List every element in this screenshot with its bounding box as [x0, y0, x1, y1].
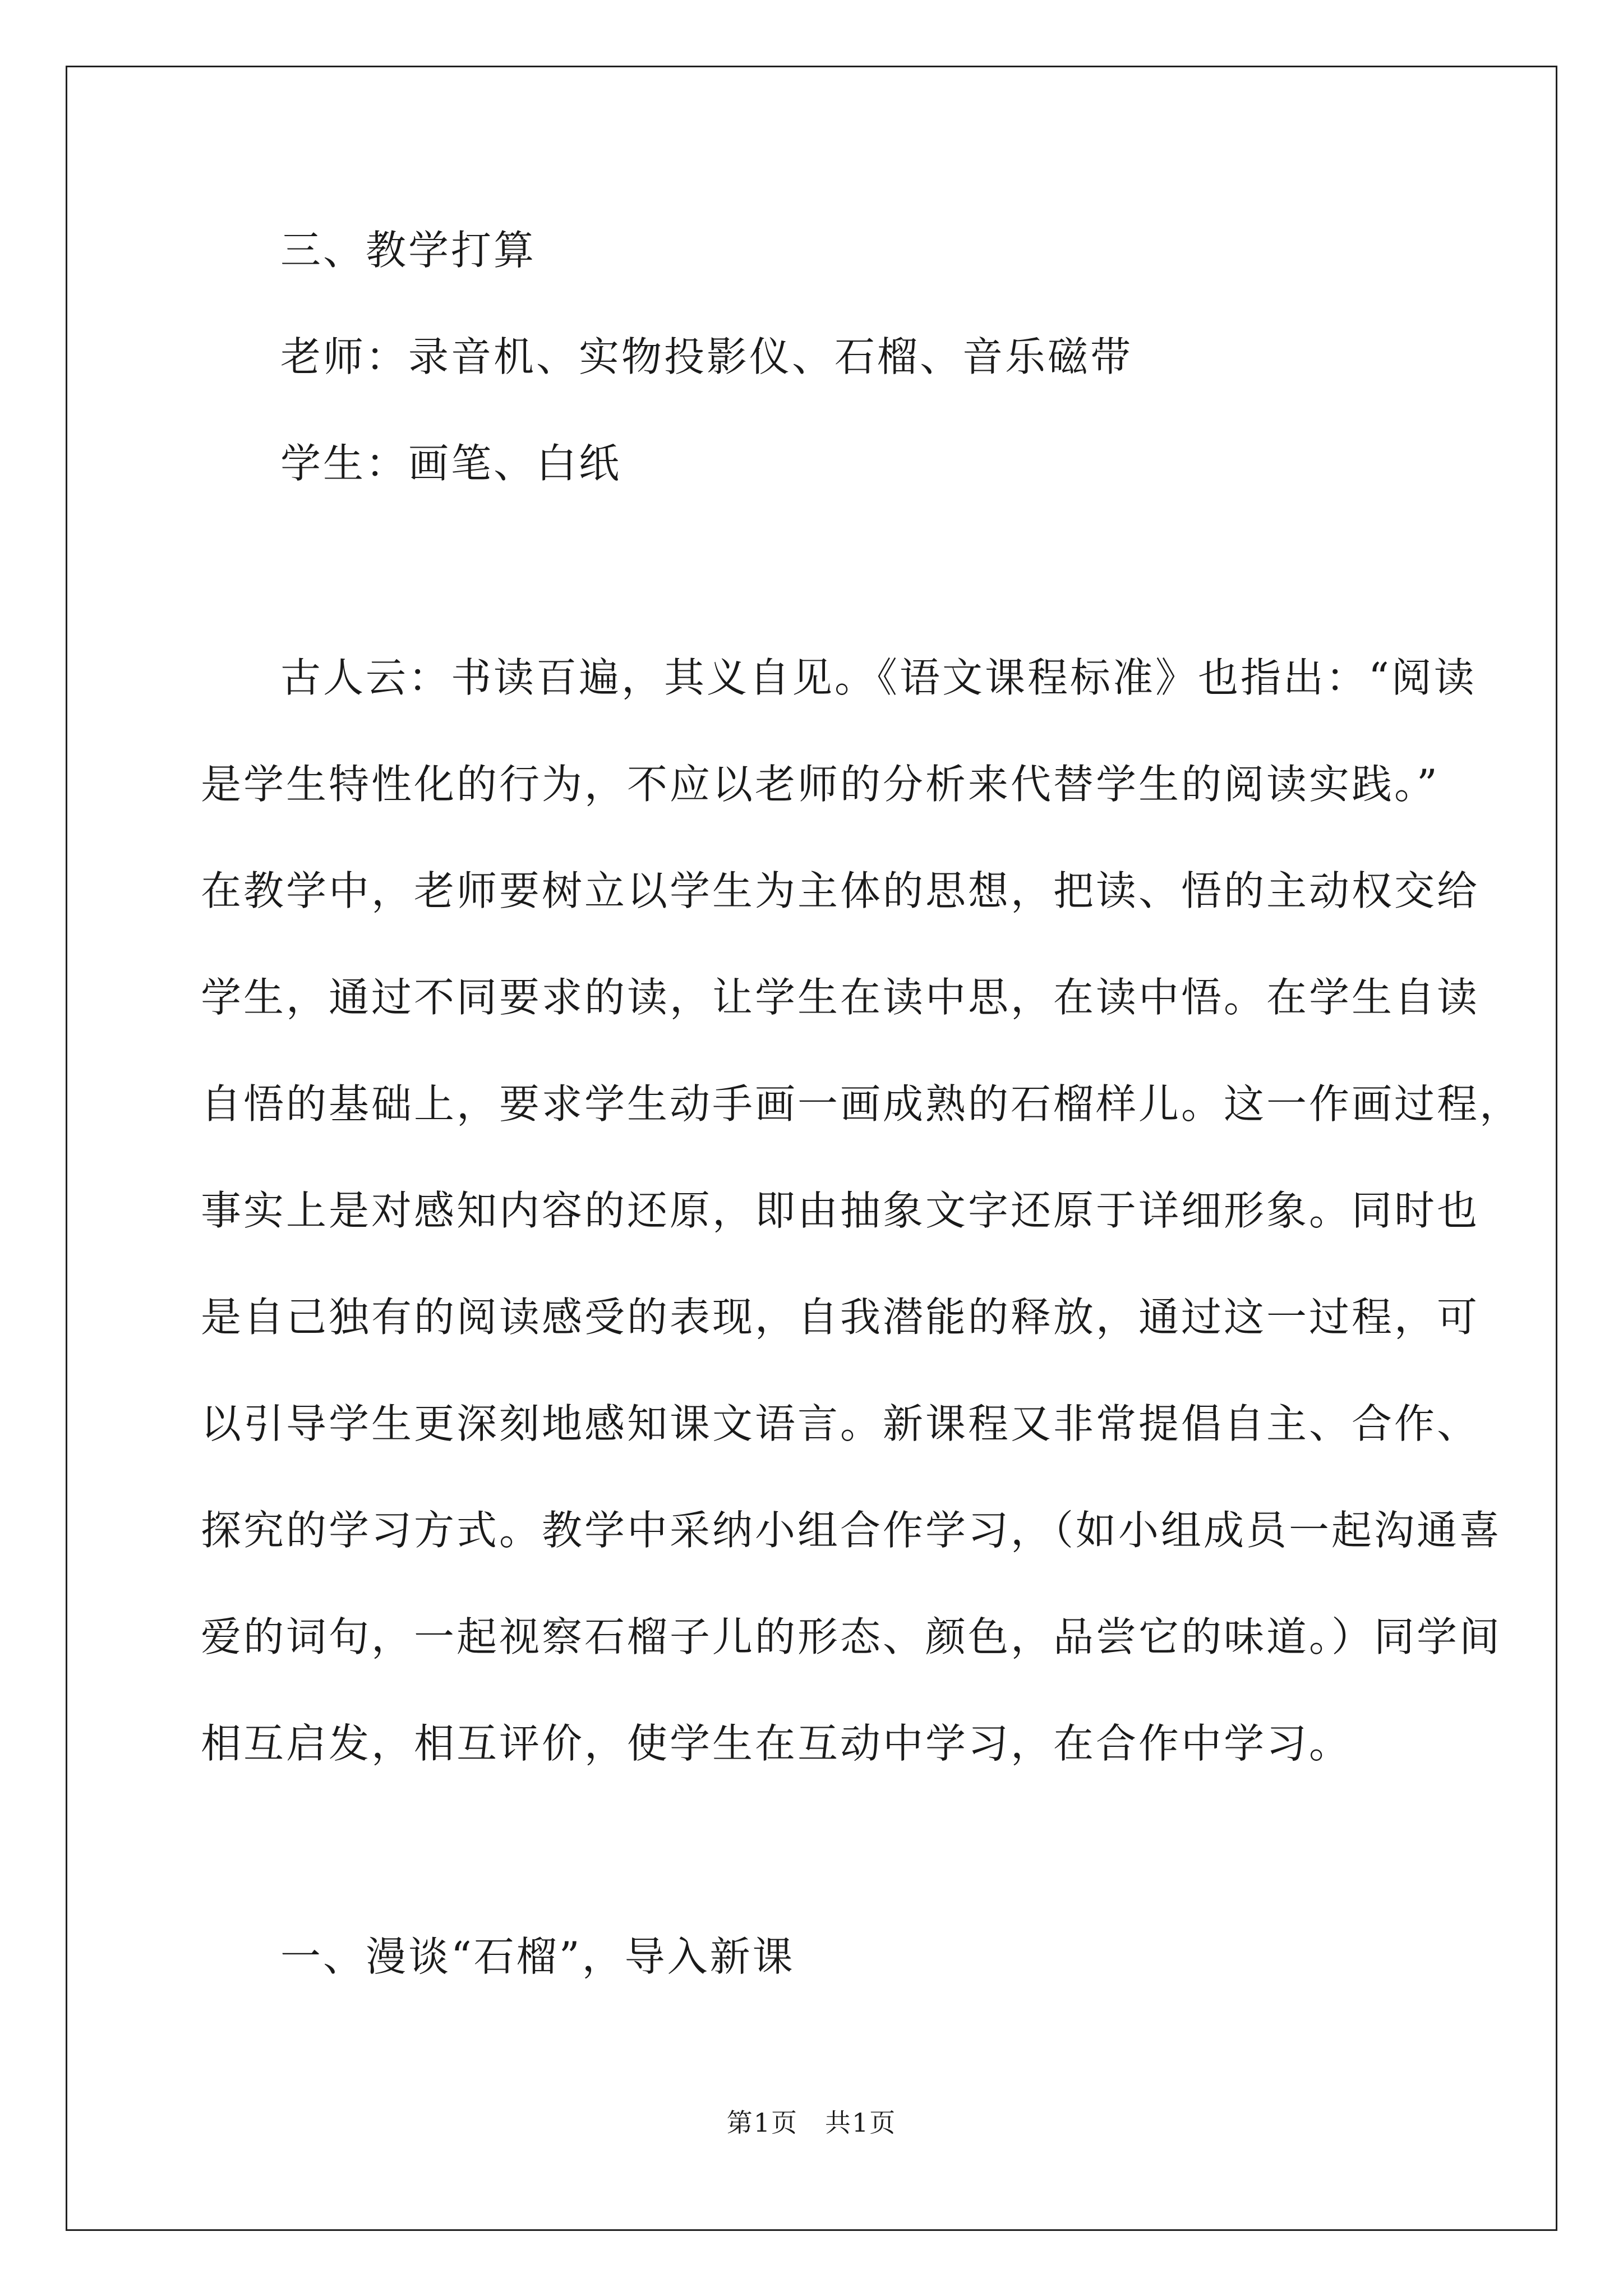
- paragraph-line-3: 在教学中，老师要树立以学生为主体的思想，把读、悟的主动权交给: [201, 867, 1480, 914]
- page-number: 第1页 共1页: [726, 2108, 897, 2138]
- paragraph-line-1: 古人云：书读百遍，其义自见。《语文课程标准》也指出：“阅读: [280, 654, 1477, 701]
- paragraph-line-4: 学生，通过不同要求的读，让学生在读中思，在读中悟。在学生自读: [201, 974, 1480, 1021]
- paragraph-line-8: 以引导学生更深刻地感知课文语言。新课程又非常提倡自主、合作、: [201, 1400, 1480, 1447]
- page-border: [66, 66, 1557, 2231]
- paragraph-line-9: 探究的学习方式。教学中采纳小组合作学习，（如小组成员一起沟通喜: [201, 1507, 1502, 1554]
- paragraph-line-5: 自悟的基础上，要求学生动手画一画成熟的石榴样儿。这一作画过程，: [201, 1080, 1523, 1128]
- paragraph-line-11: 相互启发，相互评价，使学生在互动中学习，在合作中学习。: [201, 1720, 1352, 1767]
- teacher-materials: 老师：录音机、实物投影仪、石榴、音乐磁带: [280, 333, 1133, 380]
- paragraph-line-7: 是自己独有的阅读感受的表现，自我潜能的释放，通过这一过程，可: [201, 1294, 1480, 1341]
- paragraph-line-2: 是学生特性化的行为，不应以老师的分析来代替学生的阅读实践。”: [201, 761, 1440, 808]
- paragraph-line-6: 事实上是对感知内容的还原，即由抽象文字还原于详细形象。同时也: [201, 1187, 1480, 1234]
- step-heading: 一、漫谈“石榴”，导入新课: [280, 1933, 795, 1980]
- student-materials: 学生：画笔、白纸: [280, 440, 622, 487]
- paragraph-line-10: 爱的词句，一起视察石榴子儿的形态、颜色，品尝它的味道。）同学间: [201, 1613, 1502, 1660]
- section-heading: 三、教学打算: [280, 227, 537, 274]
